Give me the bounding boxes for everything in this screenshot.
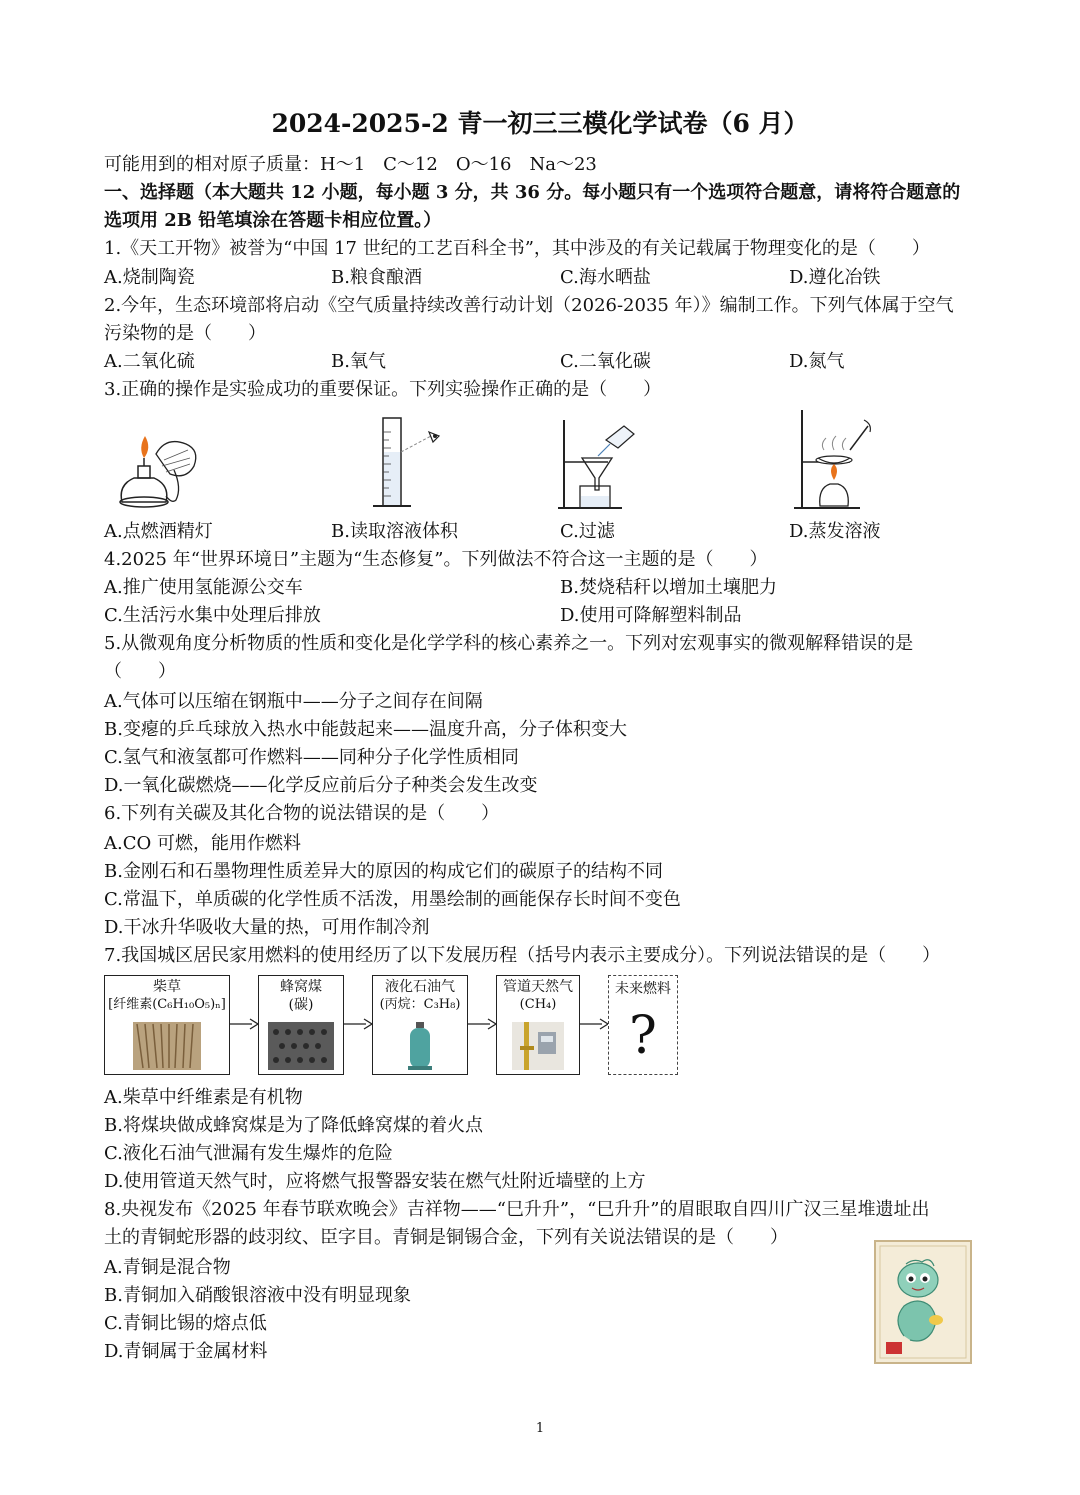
q1-option-c: C.海水晒盐 — [560, 267, 651, 288]
q4-option-a: A.推广使用氢能源公交车 — [104, 577, 303, 598]
flow-arrow-1 — [230, 1018, 258, 1030]
q7-option-a: A.柴草中纤维素是有机物 — [104, 1087, 303, 1108]
q8-stem-line2: 土的青铜蛇形器的歧羽纹、臣字目。青铜是铜锡合金，下列有关说法错误的是（ ） — [104, 1227, 788, 1248]
q3-option-b: B.读取溶液体积 — [331, 521, 458, 542]
flow-lpg-formula: (丙烷：C₃H₈) — [379, 997, 461, 1012]
q8-option-d: D.青铜属于金属材料 — [104, 1341, 268, 1362]
flow-natural-gas-formula: (CH₄) — [519, 997, 557, 1012]
flow-box-lpg — [372, 975, 468, 1075]
flow-coal-formula: (碳) — [288, 997, 314, 1013]
section-heading-line1: 一、选择题（本大题共 12 小题，每小题 3 分，共 36 分。每小题只有一个选项符合题意，请将符合题意的 — [104, 182, 961, 203]
q7-option-d: D.使用管道天然气时，应将燃气报警器安装在燃气灶附近墙壁的上方 — [104, 1171, 646, 1192]
q2-option-c: C.二氧化碳 — [560, 351, 651, 372]
flow-arrow-4 — [580, 1018, 608, 1030]
snake-mascot-icon — [874, 1240, 972, 1364]
flow-future-fuel-name: 未来燃料 — [615, 981, 671, 997]
q7-option-c: C.液化石油气泄漏有发生爆炸的危险 — [104, 1143, 393, 1164]
q2-option-a: A.二氧化硫 — [104, 351, 195, 372]
q3-option-c: C.过滤 — [560, 521, 615, 542]
q1-stem: 1.《天工开物》被誉为“中国 17 世纪的工艺百科全书”，其中涉及的有关记载属于物理变化的是（ ） — [104, 238, 930, 259]
q6-stem: 6.下列有关碳及其化合物的说法错误的是（ ） — [104, 803, 500, 824]
q2-stem-line2: 污染物的是（ ） — [104, 323, 266, 344]
q5-option-c: C.氢气和液氢都可作燃料——同种分子化学性质相同 — [104, 747, 519, 768]
gas-pipe-photo-icon — [512, 1022, 564, 1070]
q5-stem-line2: （ ） — [104, 661, 176, 682]
q5-option-d: D.一氧化碳燃烧——化学反应前后分子种类会发生改变 — [104, 775, 538, 796]
q8-option-a: A.青铜是混合物 — [104, 1257, 231, 1278]
atomic-masses: 可能用到的相对原子质量：H～1 C～12 O～16 Na～23 — [104, 154, 597, 175]
q6-option-b: B.金刚石和石墨物理性质差异大的原因的构成它们的碳原子的结构不同 — [104, 861, 663, 882]
q2-option-d: D.氮气 — [789, 351, 845, 372]
q8-option-c: C.青铜比锡的熔点低 — [104, 1313, 267, 1334]
q8-option-b: B.青铜加入硝酸银溶液中没有明显现象 — [104, 1285, 411, 1306]
q4-stem: 4.2025 年“世界环境日”主题为“生态修复”。下列做法不符合这一主题的是（ ） — [104, 549, 768, 570]
flow-firewood-name: 柴草 — [153, 979, 181, 995]
honeycomb-coal-photo-icon — [268, 1022, 334, 1070]
flow-box-natural-gas — [496, 975, 580, 1075]
q7-option-b: B.将煤块做成蜂窝煤是为了降低蜂窝煤的着火点 — [104, 1115, 483, 1136]
evaporation-setup-icon — [790, 406, 880, 514]
q1-option-d: D.遵化冶铁 — [789, 267, 881, 288]
q6-option-d: D.干冰升华吸收大量的热，可用作制冷剂 — [104, 917, 430, 938]
q5-option-b: B.变瘪的乒乓球放入热水中能鼓起来——温度升高，分子体积变大 — [104, 719, 627, 740]
exam-title: 2024-2025-2 青一初三三模化学试卷（6 月） — [271, 109, 809, 138]
q5-stem-line1: 5.从微观角度分析物质的性质和变化是化学学科的核心素养之一。下列对宏观事实的微观解释错误的是 — [104, 633, 914, 654]
flow-arrow-3 — [468, 1018, 496, 1030]
q8-stem-line1: 8.央视发布《2025 年春节联欢晚会》吉祥物——“巳升升”，“巳升升”的眉眼取自四川广汉三星堆遗址出 — [104, 1199, 930, 1220]
q6-option-c: C.常温下，单质碳的化学性质不活泼，用墨绘制的画能保存长时间不变色 — [104, 889, 681, 910]
firewood-photo-icon — [133, 1022, 201, 1070]
gas-cylinder-photo-icon — [400, 1020, 440, 1072]
q3-stem: 3.正确的操作是实验成功的重要保证。下列实验操作正确的是（ ） — [104, 379, 662, 400]
flow-box-firewood — [104, 975, 230, 1075]
q1-option-a: A.烧制陶瓷 — [104, 267, 195, 288]
alcohol-lamp-lighting-icon — [104, 430, 214, 515]
flow-coal-name: 蜂窝煤 — [280, 979, 322, 995]
q2-option-b: B.氧气 — [331, 351, 386, 372]
flow-box-future-fuel — [608, 975, 678, 1075]
flow-firewood-formula: [纤维素(C₆H₁₀O₅)ₙ] — [108, 997, 226, 1012]
q1-option-b: B.粮食酿酒 — [331, 267, 422, 288]
q2-stem-line1: 2.今年，生态环境部将启动《空气质量持续改善行动计划（2026-2035 年）》编制工作。下列气体属于空气 — [104, 295, 954, 316]
q3-option-d: D.蒸发溶液 — [789, 521, 881, 542]
flow-arrow-2 — [344, 1018, 372, 1030]
q4-option-d: D.使用可降解塑料制品 — [560, 605, 742, 626]
page-number: 1 — [535, 1421, 545, 1436]
q6-option-a: A.CO 可燃，能用作燃料 — [104, 833, 301, 854]
q4-option-b: B.焚烧秸秆以增加土壤肥力 — [560, 577, 777, 598]
section-heading-line2: 选项用 2B 铅笔填涂在答题卡相应位置。） — [104, 210, 442, 231]
flow-natural-gas-name: 管道天然气 — [503, 979, 573, 995]
question-mark-icon: ? — [629, 1006, 657, 1066]
filtration-setup-icon — [552, 414, 642, 514]
flow-lpg-name: 液化石油气 — [385, 979, 455, 995]
q5-option-a: A.气体可以压缩在钢瓶中——分子之间存在间隔 — [104, 691, 483, 712]
q7-stem: 7.我国城区居民家用燃料的使用经历了以下发展历程（括号内表示主要成分）。下列说法错误的是（ ） — [104, 945, 941, 966]
flow-box-honeycomb-coal — [258, 975, 344, 1075]
graduated-cylinder-reading-icon — [365, 412, 455, 512]
q3-option-a: A.点燃酒精灯 — [104, 521, 213, 542]
q4-option-c: C.生活污水集中处理后排放 — [104, 605, 321, 626]
